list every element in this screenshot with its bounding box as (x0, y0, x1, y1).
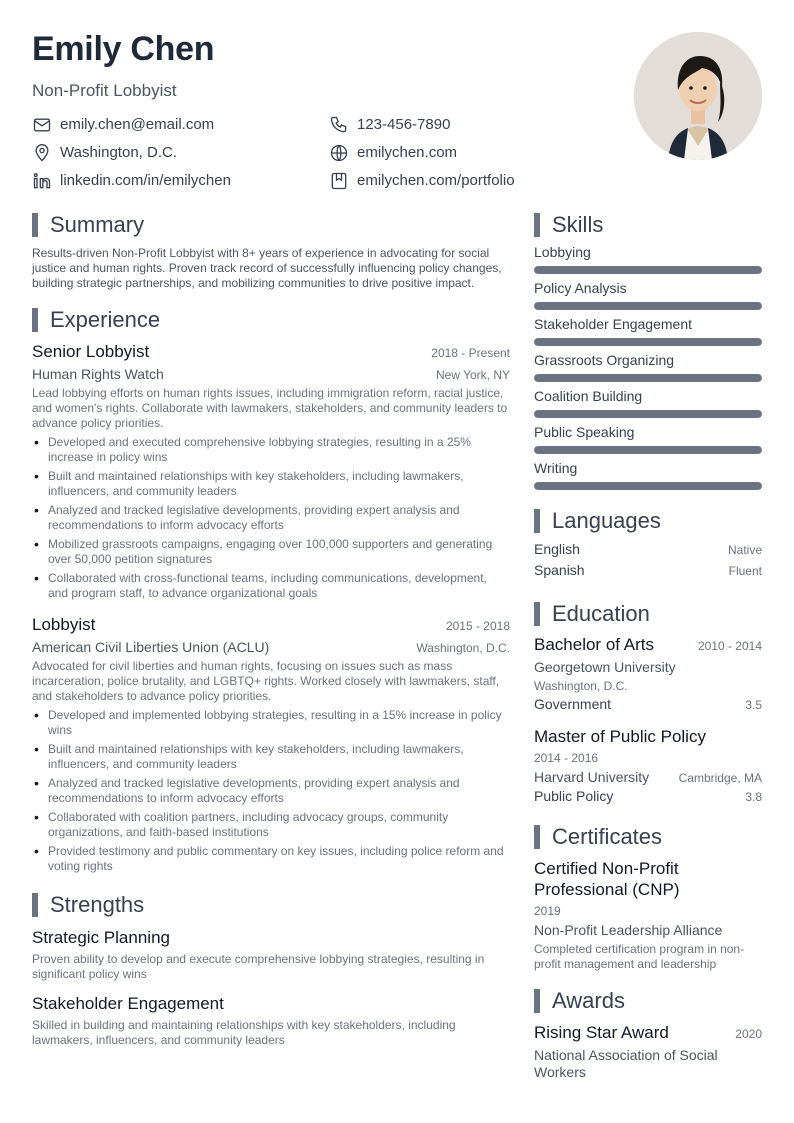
skills-heading (534, 212, 762, 238)
degree-name: Bachelor of Arts (534, 635, 655, 654)
language-item (534, 562, 762, 583)
bookmark-icon (329, 171, 349, 191)
contact-location (32, 143, 329, 162)
section-accent-bar (534, 989, 540, 1013)
award-year: 2020 (735, 1027, 762, 1041)
skill-item (534, 424, 762, 454)
job-description: Lead lobbying efforts on human rights issues, including immigration reform, racial justice, and women's rights. Collaborate with lawmakers, stakeholders, and community leaders to advance policy priorities. (32, 386, 508, 430)
portrait-illustration (634, 32, 762, 160)
award-entry (534, 1023, 762, 1081)
job-role: Lobbyist (32, 615, 96, 634)
language-name: English (534, 541, 580, 557)
skill-label: Public Speaking (534, 424, 635, 440)
degree-field: Public Policy (534, 788, 614, 804)
strength-description: Proven ability to develop and execute comprehensive lobbying strategies, resulting in significant policy wins (32, 952, 485, 981)
job-role: Senior Lobbyist (32, 342, 150, 361)
skill-bar (534, 446, 762, 454)
certificates-heading (534, 824, 762, 850)
skill-bar (534, 266, 762, 274)
certificate-description: Completed certification program in non-profit management and leadership (534, 942, 745, 971)
section-accent-bar (32, 308, 38, 332)
skill-fill (534, 410, 762, 418)
skill-label: Grassroots Organizing (534, 352, 675, 368)
job-bullets (32, 708, 510, 874)
strength-item (32, 928, 510, 982)
skill-item (534, 460, 762, 490)
skill-label: Lobbying (534, 244, 591, 260)
skill-fill (534, 266, 762, 274)
skill-label: Policy Analysis (534, 280, 627, 296)
mail-icon (32, 115, 52, 135)
section-accent-bar (534, 602, 540, 626)
job-organization: American Civil Liberties Union (ACLU) (32, 639, 270, 655)
skill-bar (534, 302, 762, 310)
list-item: • Built and maintained relationships with key stakeholders, including lawmakers, influencers, and community leaders (32, 742, 510, 772)
location-pin-icon (32, 143, 52, 163)
list-item: • Developed and executed comprehensive lobbying strategies, resulting in a 25% increase in policy wins (32, 435, 510, 465)
contact-portfolio[interactable] (329, 171, 592, 190)
phone-icon (329, 115, 349, 135)
linkedin-text: linkedin.com/in/emilychen (60, 172, 231, 189)
languages-heading (534, 508, 762, 534)
award-organization: National Association of Social Workers (534, 1047, 718, 1080)
languages-heading-text: Languages (552, 508, 661, 533)
list-item: • Mobilized grassroots campaigns, engaging over 100,000 supporters and generating over 50,000 petition signatures (32, 537, 510, 567)
degree-dates: 2010 - 2014 (697, 639, 762, 653)
job-bullets (32, 435, 510, 601)
job-dates: 2018 - Present (431, 346, 510, 360)
resume-header (32, 30, 592, 190)
school-name: Harvard University (534, 769, 650, 785)
strengths-heading-text: Strengths (50, 892, 145, 917)
job-entry (32, 615, 510, 874)
school-location: Washington, D.C. (534, 679, 628, 693)
email-text: emily.chen@email.com (60, 116, 215, 133)
job-organization: Human Rights Watch (32, 366, 164, 382)
skill-item (534, 352, 762, 382)
skill-label: Coalition Building (534, 388, 643, 404)
experience-heading (32, 307, 510, 333)
strengths-heading (32, 892, 510, 918)
side-column (534, 212, 762, 1081)
degree-dates: 2014 - 2016 (534, 751, 599, 765)
awards-heading (534, 988, 762, 1014)
skill-fill (534, 446, 762, 454)
skill-item (534, 388, 762, 418)
job-location: New York, NY (435, 368, 510, 382)
skill-bar (534, 338, 762, 346)
strength-description: Skilled in building and maintaining relationships with key stakeholders, including lawmakers, influencers, and community leaders (32, 1018, 456, 1047)
certificate-name: Certified Non-Profit Professional (CNP) (534, 859, 680, 899)
skill-item (534, 280, 762, 310)
job-dates: 2015 - 2018 (445, 619, 510, 633)
language-level: Native (727, 543, 762, 557)
strength-title: Stakeholder Engagement (32, 994, 224, 1013)
skill-item (534, 316, 762, 346)
linkedin-icon (32, 171, 52, 191)
section-accent-bar (534, 213, 540, 237)
education-heading-text: Education (552, 601, 650, 626)
main-column (32, 212, 510, 1048)
languages-list (534, 541, 762, 583)
degree-gpa: 3.8 (745, 790, 762, 804)
list-item: • Provided testimony and public commentary on key issues, including police reform and voting rights (32, 844, 510, 874)
education-entry (534, 727, 762, 804)
strength-item (32, 994, 510, 1048)
skills-heading-text: Skills (552, 212, 604, 237)
skill-fill (534, 338, 762, 346)
skill-label: Writing (534, 460, 578, 476)
degree-gpa: 3.5 (745, 698, 762, 712)
summary-text: Results-driven Non-Profit Lobbyist with 8+ years of experience in advocating for social justice and human rights. Proven track record of successfully influencing policy changes, building strategic partnerships, and mobilizing communities to drive positive impact. (32, 246, 502, 290)
certificates-heading-text: Certificates (552, 824, 663, 849)
globe-icon (329, 143, 349, 163)
school-location: Cambridge, MA (678, 771, 762, 785)
certificate-year: 2019 (534, 904, 561, 918)
award-name: Rising Star Award (534, 1023, 669, 1042)
skills-list (534, 244, 762, 490)
list-item: • Developed and implemented lobbying strategies, resulting in a 15% increase in policy wins (32, 708, 510, 738)
skill-fill (534, 482, 762, 490)
summary-heading-text: Summary (50, 212, 145, 237)
summary-heading (32, 212, 510, 238)
contact-email[interactable] (32, 115, 329, 134)
list-item: • Collaborated with coalition partners, including advocacy groups, community organizations, and faith-based institutions (32, 810, 510, 840)
certificate-entry (534, 858, 762, 972)
candidate-title: Non-Profit Lobbyist (32, 81, 177, 100)
language-name: Spanish (534, 562, 585, 578)
section-accent-bar (534, 509, 540, 533)
certificate-issuer: Non-Profit Leadership Alliance (534, 922, 723, 938)
portfolio-text: emilychen.com/portfolio (357, 172, 515, 189)
strength-title: Strategic Planning (32, 928, 170, 947)
job-description: Advocated for civil liberties and human rights, focusing on issues such as mass incarceration, police brutality, and LGBTQ+ rights. Worked closely with lawmakers, staff, and stakeholders to advance policy priorities. (32, 659, 500, 703)
contact-phone[interactable] (329, 115, 592, 134)
skill-bar (534, 374, 762, 382)
list-item: • Built and maintained relationships with key stakeholders, including lawmakers, influencers, and community leaders (32, 469, 510, 499)
section-accent-bar (32, 213, 38, 237)
skill-label: Stakeholder Engagement (534, 316, 692, 332)
school-name: Georgetown University (534, 659, 676, 675)
profile-photo (634, 32, 762, 160)
contact-list (32, 115, 592, 190)
education-heading (534, 601, 762, 627)
skill-bar (534, 410, 762, 418)
language-level: Fluent (728, 564, 762, 578)
skill-fill (534, 302, 762, 310)
location-text: Washington, D.C. (60, 144, 177, 161)
list-item: • Collaborated with cross-functional teams, including communications, development, and program staff, to advance organizational goals (32, 571, 510, 601)
skill-fill (534, 374, 762, 382)
section-accent-bar (32, 893, 38, 917)
contact-website[interactable] (329, 143, 592, 162)
list-item: • Analyzed and tracked legislative developments, providing expert analysis and recommendations to inform advocacy efforts (32, 776, 510, 806)
awards-heading-text: Awards (552, 988, 625, 1013)
section-accent-bar (534, 825, 540, 849)
job-location: Washington, D.C. (416, 641, 510, 655)
skill-item (534, 244, 762, 274)
contact-linkedin[interactable] (32, 171, 329, 190)
candidate-name: Emily Chen (32, 30, 215, 68)
skill-bar (534, 482, 762, 490)
phone-text: 123-456-7890 (357, 116, 451, 133)
degree-field: Government (534, 696, 612, 712)
list-item: • Analyzed and tracked legislative developments, providing expert analysis and recommendations to inform advocacy efforts (32, 503, 510, 533)
education-entry (534, 635, 762, 712)
job-entry (32, 342, 510, 601)
website-text: emilychen.com (357, 144, 458, 161)
language-item (534, 541, 762, 562)
degree-name: Master of Public Policy (534, 727, 706, 746)
experience-heading-text: Experience (50, 307, 161, 332)
